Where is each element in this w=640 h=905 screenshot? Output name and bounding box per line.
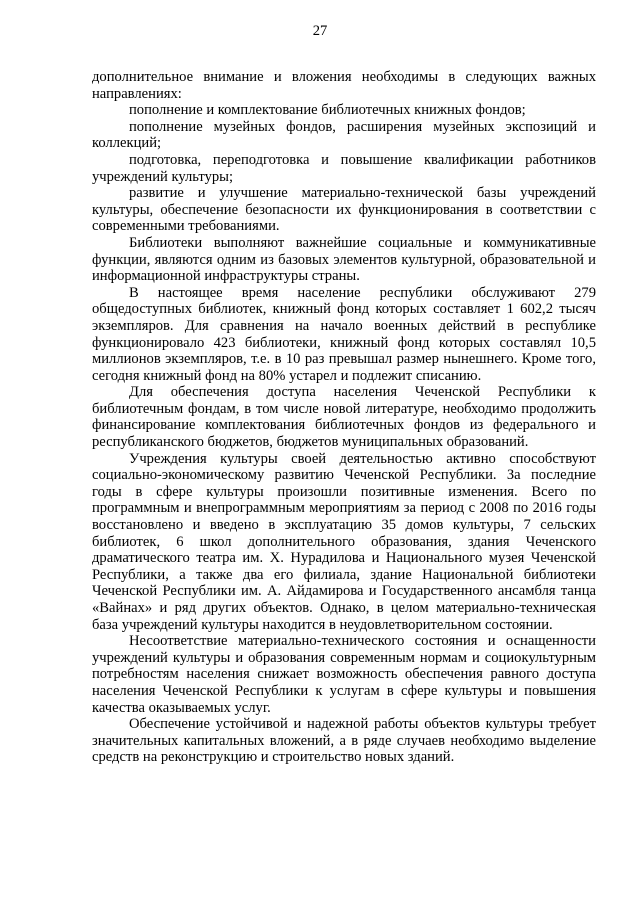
paragraph-intro: дополнительное внимание и вложения необходимы в следующих важных направлениях:	[92, 69, 596, 102]
paragraph-mismatch: Несоответствие материально-технического состояния и оснащенности учреждений культуры и образования современным нормам и социокультурным потребностям населения снижает возможность обеспечения равного доступа населения Чеченской Республики к услугам в сфере культуры и повышения качества оказываемых услуг.	[92, 633, 596, 716]
paragraph-culture-development: Учреждения культуры своей деятельностью активно способствуют социально-экономическому развитию Чеченской Республики. За последние годы в сфере культуры произошли позитивные изменения. Всего по программным и внепрограммным мероприятиям за период с 2008 по 2016 годы восстановлено и введено в эксплуатацию 35 домов культуры, 7 сельских библиотек, 6 школ дополнительного образования, здания Чеченского драматического театра им. Х. Нурадилова и Национального музея Чеченской Республики, а также два его филиала, здание Национальной библиотеки Чеченской Республики им. А. Айдамирова и Государственного ансамбля танца «Вайнах» и ряд других объектов. Однако, в целом материально-техническая база учреждений культуры находится в неудовлетворительном состоянии.	[92, 450, 596, 633]
document-body	[92, 69, 596, 766]
list-item-library-funds: пополнение и комплектование библиотечных книжных фондов;	[129, 102, 526, 119]
paragraph-libraries-functions: Библиотеки выполняют важнейшие социальные и коммуникативные функции, являются одним из базовых элементов культурной, образовательной и информационной инфраструктуры страны.	[92, 234, 596, 285]
list-item-museum-funds: пополнение музейных фондов, расширения музейных экспозиций и коллекций;	[92, 118, 596, 152]
list-item-material-base: развитие и улучшение материально-технической базы учреждений культуры, обеспечение безопасности их функционирования в соответствии с современными требованиями.	[92, 185, 596, 235]
page-number: 27	[312, 23, 328, 39]
paragraph-libraries-statistics: В настоящее время население республики обслуживают 279 общедоступных библиотек, книжный фонд которых составляет 1 602,2 тысяч экземпляров. Для сравнения на начало военных действий в республике функционировало 423 библиотеки, книжный фонд которых составлял 10,5 миллионов экземпляров, т.е. в 10 раз превышал размер нынешнего. Кроме того, сегодня книжный фонд на 80% устарел и подлежит списанию.	[92, 284, 596, 384]
list-item-staff-training: подготовка, переподготовка и повышение квалификации работников учреждений культуры;	[92, 151, 596, 185]
paragraph-investment: Обеспечение устойчивой и надежной работы объектов культуры требует значительных капитальных вложений, а в ряде случаев необходимо выделение средств на реконструкцию и строительство новых зданий.	[92, 716, 596, 766]
paragraph-library-access: Для обеспечения доступа населения Чеченской Республики к библиотечным фондам, в том числе новой литературе, необходимо продолжить финансирование комплектования библиотечных фондов из федерального и республиканского бюджетов, бюджетов муниципальных образований.	[92, 384, 596, 451]
